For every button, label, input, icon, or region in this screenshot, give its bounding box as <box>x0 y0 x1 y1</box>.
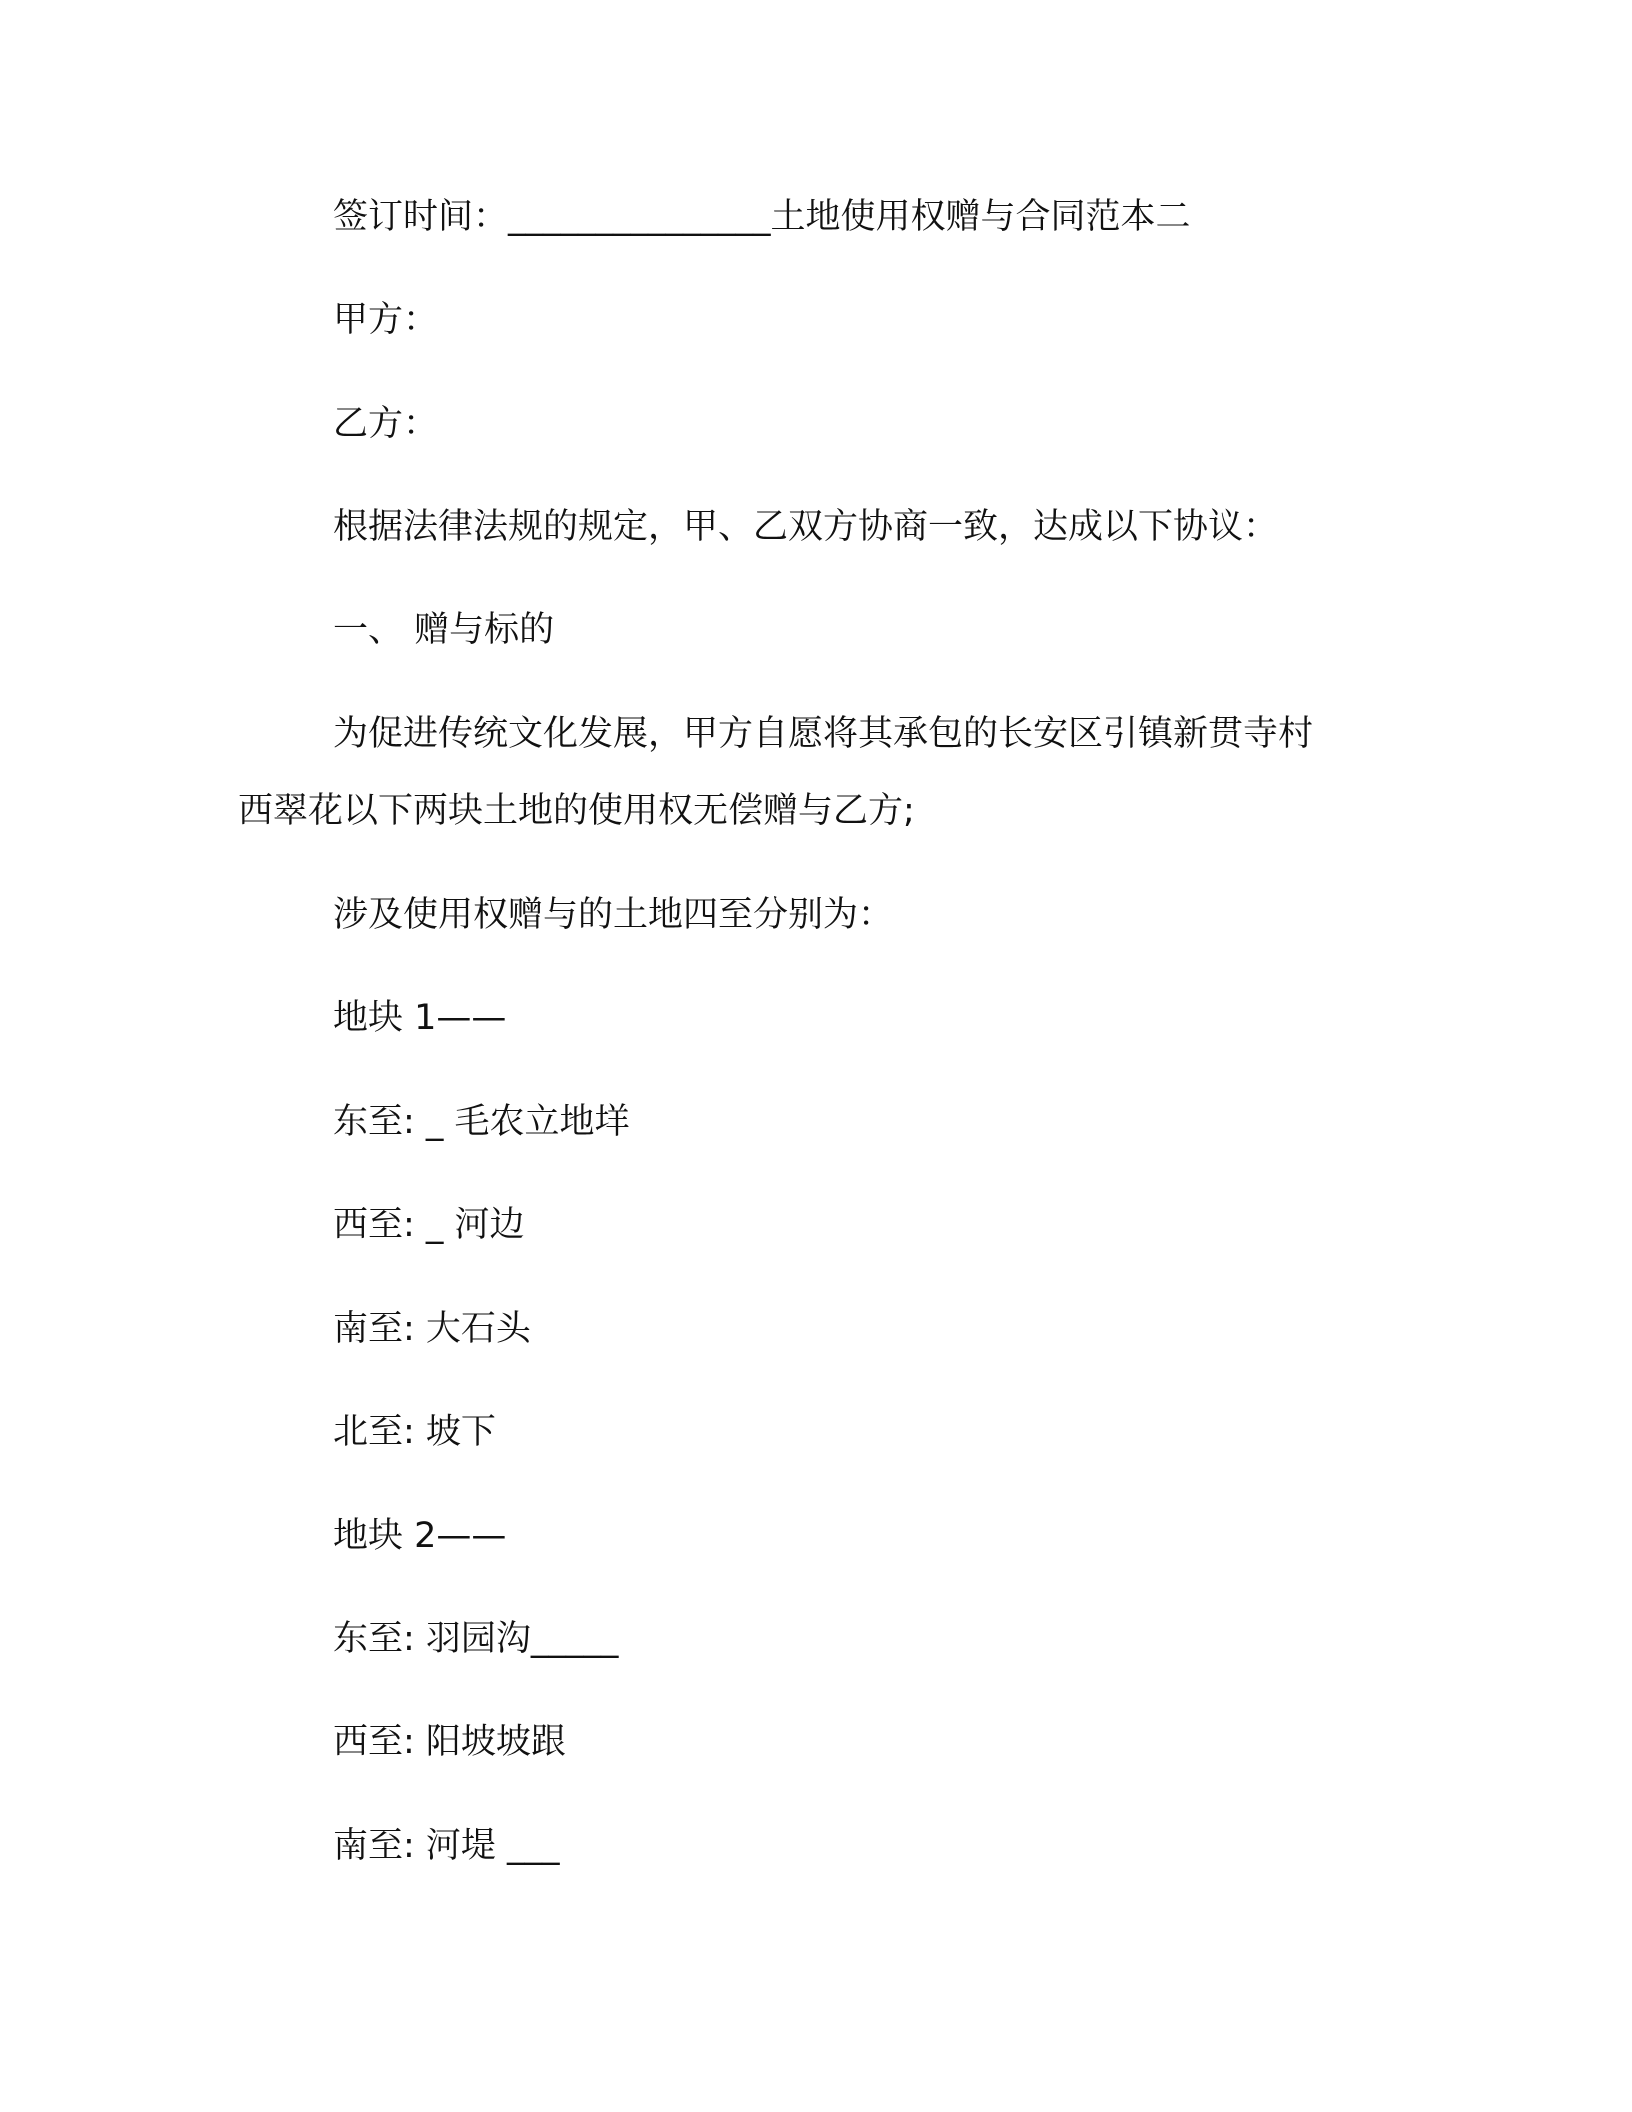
party-a-label: 甲方： <box>333 300 439 340</box>
gift-clause-line-2: 西翠花以下两块土地的使用权无偿赠与乙方; <box>238 791 915 831</box>
section-heading-gift-subject: 一、 赠与标的 <box>333 610 555 650</box>
party-b-label: 乙方： <box>333 404 439 444</box>
plot-1-west-boundary: 西至: _ 河边 <box>333 1205 525 1245</box>
plot-2-west-boundary: 西至: 阳坡坡跟 <box>333 1722 566 1762</box>
boundaries-intro: 涉及使用权赠与的土地四至分别为： <box>333 895 894 935</box>
plot-2-east-boundary: 东至: 羽园沟_____ <box>333 1619 619 1659</box>
plot-1-heading: 地块 1—— <box>333 998 507 1038</box>
preamble-paragraph: 根据法律法规的规定，甲、乙双方协商一致，达成以下协议： <box>333 507 1279 547</box>
signing-time-and-title-line: 签订时间：_______________土地使用权赠与合同范本二 <box>333 197 1191 237</box>
plot-1-east-boundary: 东至: _ 毛农立地垟 <box>333 1102 630 1142</box>
plot-2-heading: 地块 2—— <box>333 1516 507 1556</box>
gift-clause-line-1: 为促进传统文化发展，甲方自愿将其承包的长安区引镇新贯寺村 <box>333 714 1314 754</box>
plot-1-north-boundary: 北至: 坡下 <box>333 1412 496 1452</box>
plot-1-south-boundary: 南至: 大石头 <box>333 1309 531 1349</box>
plot-2-south-boundary: 南至: 河堤 ___ <box>333 1826 560 1866</box>
